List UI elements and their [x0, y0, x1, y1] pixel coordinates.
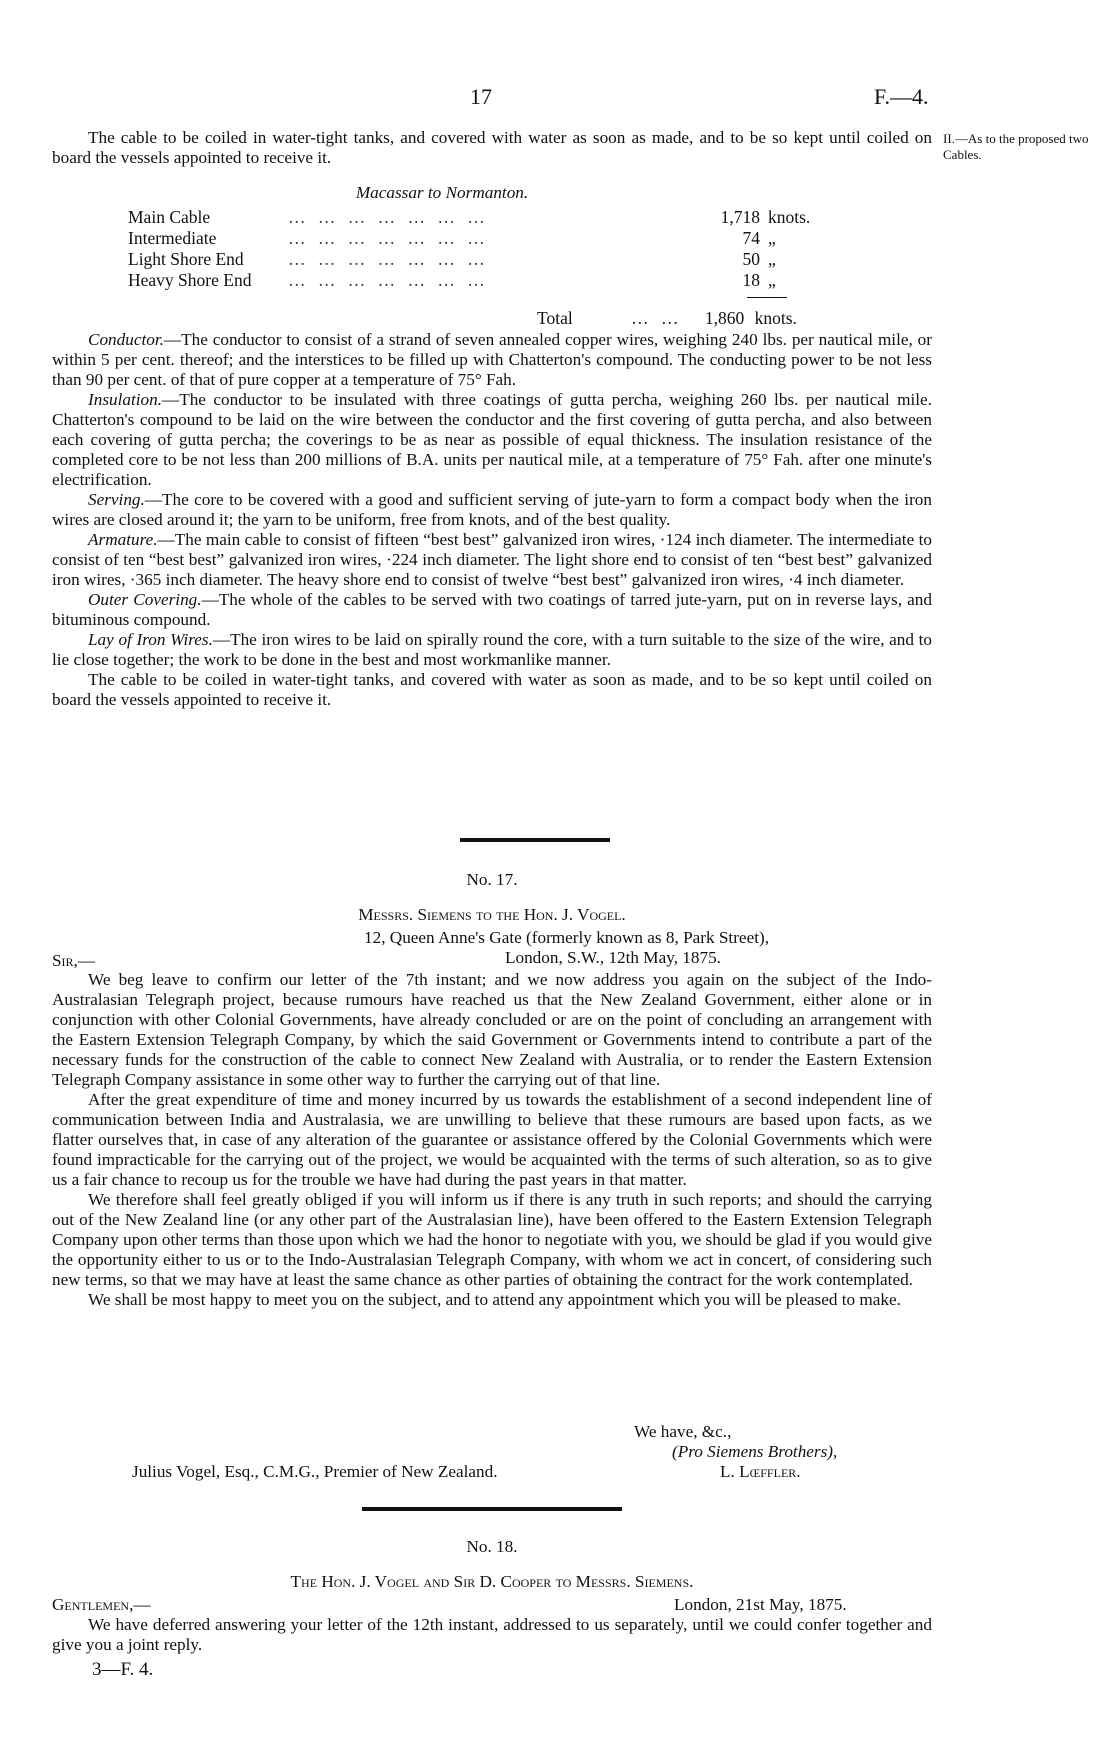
row-unit: „ — [768, 249, 776, 269]
specifications — [52, 330, 932, 710]
row-value: 18 — [742, 270, 760, 290]
table-row — [128, 270, 858, 291]
sum-rule — [747, 297, 787, 298]
row-unit: „ — [768, 270, 776, 290]
spec-conductor: Conductor.—The conductor to consist of a strand of seven annealed copper wires, weighing 240 lbs. per nautical mile, or within 5 per cent. thereof; and the interstices to be filled up with Chatterton's compound. The conducting power to be not less than 90 per cent. of that of pure copper at a temperature of 75° Fah. — [52, 330, 932, 389]
document-reference: F.—4. — [874, 84, 929, 109]
letter-17-paragraph: We therefore shall feel greatly obliged if you will inform us if there is any truth in such reports; and should the carrying out of the New Zealand line (or any other part of the Australasian line), have been offered to the Eastern Extension Telegraph Company upon other terms than those upon which we had the honor to negotiate with you, we should be glad if you would give the opportunity either to us or to the Indo-Australasian Telegraph Company, with whom we act in concert, of considering such new terms, so that we may have at least the same chance as other parties of obtaining the contract for the work contemplated. — [52, 1190, 932, 1289]
letter-17-paragraph: We beg leave to confirm our letter of the 7th instant; and we now address you again on the subject of the Indo-Australasian Telegraph project, because rumours have reached us that the New Zealand Government, either alone or in conjunction with other Colonial Governments, have already concluded or are on the point of concluding an arrangement with the Eastern Extension Telegraph Company, by which the said Government or Governments intend to contribute a part of the necessary funds for the construction of the cable to connect New Zealand with Australia, or to render the Eastern Extension Telegraph Company assistance in some other way to further the carrying out of that line. — [52, 970, 932, 1089]
row-unit: „ — [768, 228, 776, 248]
dot-leader: … … — [631, 308, 683, 328]
row-name: Intermediate — [128, 228, 217, 248]
section-divider — [460, 838, 610, 842]
signature-mark: 3—F. 4. — [92, 1659, 154, 1680]
margin-note: II.—As to the proposed two Cables. — [943, 131, 1089, 162]
total-value: 1,860 — [704, 308, 745, 328]
route-heading: Macassar to Normanton. — [355, 183, 529, 202]
intro-paragraph: The cable to be coiled in water-tight tanks, and covered with water as soon as made, and to be so kept until coiled on board the vessels appointed to receive it. — [52, 128, 932, 167]
letter-17-address-1: 12, Queen Anne's Gate (formerly known as 8, Park Street), — [364, 928, 769, 947]
letter-18-paragraph: We have deferred answering your letter of the 12th instant, addressed to us separately, until we could confer together and give you a joint reply. — [52, 1615, 932, 1654]
row-value: 74 — [742, 228, 760, 248]
total-label: Total — [537, 308, 573, 328]
letter-17-paragraph: We shall be most happy to meet you on the subject, and to attend any appointment which you will be pleased to make. — [88, 1290, 901, 1309]
spec-lay-of-iron-wires: Lay of Iron Wires.—The iron wires to be laid on spirally round the core, with a turn suitable to the size of the wire, and to lie close together; the work to be done in the best and most workmanlike manner. — [52, 630, 932, 669]
table-row — [128, 207, 858, 228]
table-row — [128, 228, 858, 249]
letter-17-number: No. 17. — [466, 870, 518, 889]
total-unit: knots. — [754, 308, 797, 328]
letter-18-number: No. 18. — [466, 1537, 518, 1556]
dot-leader: … … … … … … … — [288, 228, 489, 248]
letter-17-body — [52, 970, 932, 1310]
spec-insulation: Insulation.—The conductor to be insulated with three coatings of gutta percha, weighing 260 lbs. per nautical mile. Chatterton's compound to be laid on the wire between the conductor and the first covering of gutta percha, and also between each covering of gutta percha; the coverings to be as near as possible of equal thickness. The insulation resistance of the completed core to be not less than 200 millions of B.A. units per nautical mile, at a temperature of 75° Fah. after one minute's electrification. — [52, 390, 932, 489]
page-number: 17 — [470, 84, 492, 109]
dot-leader: … … … … … … … — [288, 270, 489, 290]
row-name: Main Cable — [128, 207, 211, 227]
cable-length-table — [128, 207, 858, 291]
spec-armature: Armature.—The main cable to consist of fifteen “best best” galvanized iron wires, ·124 inch diameter. The intermediate to consist of ten “best best” galvanized iron wires, ·224 inch diameter. The light shore end to consist of ten “best best” galvanized iron wires, ·365 inch diameter. The heavy shore end to consist of twelve “best best” galvanized iron wires, ·4 inch diameter. — [52, 530, 932, 589]
section-divider — [362, 1507, 622, 1511]
table-row — [128, 249, 858, 270]
letter-17-pro: (Pro Siemens Brothers), — [672, 1442, 838, 1461]
total-row — [537, 308, 797, 329]
letter-17-signatory: L. Lœffler. — [720, 1462, 801, 1481]
letter-18-date: London, 21st May, 1875. — [674, 1595, 847, 1614]
letter-17-addressee: Julius Vogel, Esq., C.M.G., Premier of New Zealand. — [132, 1462, 498, 1481]
row-unit: knots. — [768, 207, 811, 227]
dot-leader: … … … … … … … — [288, 207, 489, 227]
letter-17-paragraph: After the great expenditure of time and money incurred by us towards the establishment of a second independent line of communication between India and Australasia, we are unwilling to believe that these rumours are based upon facts, as we flatter ourselves that, in case of any alteration of the guarantee or assistance offered by the Colonial Governments which were found impracticable for the carrying out of the project, we would be acquainted with the terms of such alteration, so as to give us a fair chance to recoup us for the trouble we have had during the past years in that matter. — [52, 1090, 932, 1189]
closing-paragraph: The cable to be coiled in water-tight tanks, and covered with water as soon as made, and to be so kept until coiled on board the vessels appointed to receive it. — [52, 670, 932, 709]
dot-leader: … … … … … … … — [288, 249, 489, 269]
spec-outer-covering: Outer Covering.—The whole of the cables to be served with two coatings of tarred jute-yarn, put on in reverse lays, and bituminous compound. — [52, 590, 932, 629]
letter-18-salutation: Gentlemen,— — [52, 1595, 151, 1614]
letter-17-salutation: Sir,— — [52, 951, 96, 970]
spec-serving: Serving.—The core to be covered with a good and sufficient serving of jute-yarn to form a compact body when the iron wires are closed around it; the yarn to be uniform, free from knots, and of the best quality. — [52, 490, 932, 529]
row-value: 1,718 — [720, 207, 760, 227]
letter-17-address-2: London, S.W., 12th May, 1875. — [505, 948, 721, 967]
letter-17-from-to: Messrs. Siemens to the Hon. J. Vogel. — [358, 905, 626, 924]
letter-18-from-to: The Hon. J. Vogel and Sir D. Cooper to Messrs. Siemens. — [290, 1572, 694, 1591]
row-value: 50 — [742, 249, 760, 269]
row-name: Light Shore End — [128, 249, 244, 269]
row-name: Heavy Shore End — [128, 270, 252, 290]
letter-17-sign-off: We have, &c., — [634, 1422, 732, 1441]
letter-18-body — [52, 1615, 932, 1655]
